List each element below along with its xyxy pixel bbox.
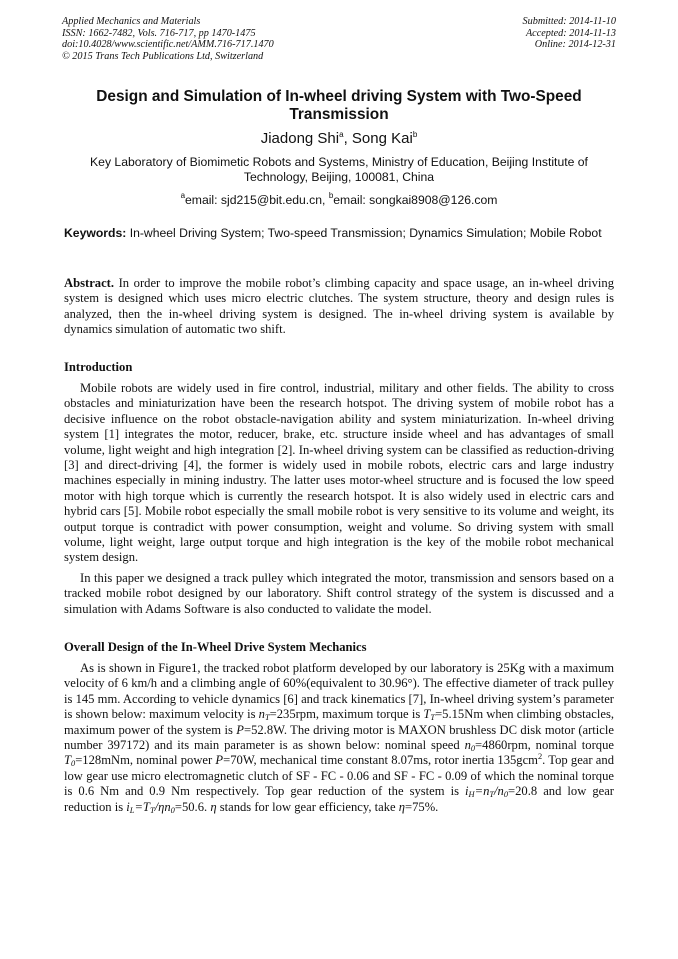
text-run: As is shown in Figure1, the tracked robot platform developed by our laboratory is 25Kg with a maximum velocity of 6 km/h and a climbing angle of 60%(equivalent to 30.96°). The effective diameter of track pulley is 145 mm. According to vehicle dynamics [6] and track kinematics [7], In-wheel driving system’s parameter is shown below: maximum velocity is — [64, 661, 614, 722]
email-marker: a — [180, 191, 186, 200]
math-symbol: P — [215, 753, 224, 768]
math-symbol: T — [64, 753, 72, 768]
intro-paragraph-1: Mobile robots are widely used in fire control, industrial, military and other fields. The ability to cross obstacles and miniaturization have been the research hotspot. The driving system of mobile robot has a decisive influence on the robot obstacle-navigation ability and system miniaturization. In-wheel driving system [1] integrates the motor, reducer, brake, etc. structure inside wheel and has advantages of small volume, light weight and high integration [2]. In-wheel driving system can be classified as reduction-driving [3] and direct-driving [4], the former is widely used in mobile robots, electric cars and large industry machines especially in mining industry. The latter uses motor-wheel structure and is focused the low speed motor with high torque which is currently the research hotspot. It is also widely used in electric cars and hybrid cars [5]. Mobile robot especially the small mobile robot is very sensitive to its volume and weight, its output torque is contradict with power consumption, weight and volume. So driving system with small volume, light weight, large output torque and high integration is the key of the mobile robot mechanical system design. — [64, 381, 614, 565]
math-subscript: 0 — [71, 759, 76, 769]
math-symbol: T — [423, 707, 431, 722]
text-run: =4860rpm, nominal torque — [475, 738, 614, 753]
author-list — [64, 130, 614, 148]
keywords-label: Keywords: — [64, 226, 127, 240]
author-name: Song Kai — [351, 130, 413, 147]
math-symbol: n — [464, 738, 471, 753]
author-name: Jiadong Shi — [260, 130, 340, 147]
journal-info — [62, 16, 392, 62]
math-symbol: n — [258, 707, 265, 722]
math-subscript: T — [489, 790, 495, 800]
math-subscript: T — [149, 805, 155, 815]
abstract-text: In order to improve the mobile robot’s climbing capacity and space usage, an in-wheel driving system is designed which uses micro electric clutches. The system structure, theory and design rules is analyzed, then the in-wheel driving system is designed. The in-wheel driving system is available by dynamics simulation of automatic two shift. — [64, 276, 614, 337]
abstract-label: Abstract. — [64, 276, 115, 290]
math-subscript: H — [468, 790, 475, 800]
online-date: Online: 2014-12-31 — [534, 39, 616, 51]
text-run: . Top gear and low gear use micro electromagnetic clutch of SF - FC - 0.06 and SF - FC - 0.09 of which the nominal torque is 0.6 Nm and 0.9 Nm respectively. Top gear reduction of the system is — [64, 753, 614, 799]
math-subscript: 0 — [503, 790, 509, 800]
journal-copyright: © 2015 Trans Tech Publications Ltd, Switzerland — [62, 50, 264, 62]
abstract — [64, 276, 614, 338]
text-run: =70W, mechanical time constant 8.07ms, rotor inertia 135gcm — [223, 753, 538, 768]
keywords — [64, 226, 614, 241]
journal-doi: doi:10.4028/www.scientific.net/AMM.716-717.1470 — [62, 39, 274, 51]
author-affil-marker: a — [339, 130, 344, 139]
math-subscript: L — [129, 805, 135, 815]
math-symbol: i — [465, 784, 469, 799]
author-emails — [64, 193, 614, 208]
math-subscript: T — [430, 713, 436, 723]
section-heading-introduction: Introduction — [64, 360, 133, 374]
text-run: =50.6. — [174, 799, 211, 814]
math-symbol: i — [126, 799, 130, 814]
accepted-date: Accepted: 2014-11-13 — [525, 27, 616, 39]
submitted-date: Submitted: 2014-11-10 — [522, 16, 616, 27]
text-run: =52.8W. The driving motor is MAXON brushless DC disk motor (article number 397172) and its main parameter is as shown below: nominal speed — [64, 722, 614, 753]
math-subscript: 0 — [170, 805, 175, 815]
text-run: =5.15Nm when climbing obstacles, maximum power of the system is — [64, 707, 614, 737]
math-symbol: =T — [134, 799, 150, 814]
journal-name: Applied Mechanics and Materials — [62, 16, 201, 27]
author-affil-marker: b — [412, 130, 418, 139]
math-symbol: η — [210, 799, 217, 814]
text-run: =75%. — [405, 799, 439, 814]
email-marker: b — [328, 191, 334, 200]
math-symbol: /n — [494, 784, 504, 799]
submission-dates — [396, 16, 616, 51]
keywords-text: In-wheel Driving System; Two-speed Transmission; Dynamics Simulation; Mobile Robot — [126, 226, 602, 240]
math-symbol: =n — [474, 784, 490, 799]
math-symbol: /ηn — [154, 799, 171, 814]
intro-paragraph-2: In this paper we designed a track pulley which integrated the motor, transmission and sensors based on a tracked mobile robot designed by our laboratory. Shift control strategy of the system is discussed and a simulation with Adams Software is also conducted to validate the model. — [64, 571, 614, 616]
math-symbol: P — [236, 722, 244, 737]
journal-issn: ISSN: 1662-7482, Vols. 716-717, pp 1470-1475 — [62, 27, 256, 39]
overall-design-paragraph — [64, 661, 614, 815]
affiliation: Key Laboratory of Biomimetic Robots and Systems, Ministry of Education, Beijing Institute of Technology, Beijing, 100081, China — [90, 155, 588, 185]
paper-title: Design and Simulation of In-wheel driving System with Two-Speed Transmission — [96, 88, 582, 123]
text-run: =20.8 and low gear reduction is — [64, 784, 614, 814]
text-run: stands for low gear efficiency, take — [216, 799, 399, 814]
author-separator: , — [343, 130, 352, 147]
text-run: =128mNm, nominal power — [75, 753, 216, 768]
section-heading-overall-design: Overall Design of the In-Wheel Drive System Mechanics — [64, 640, 367, 654]
math-subscript: 0 — [470, 744, 476, 754]
email-a: email: sjd215@bit.edu.cn, — [185, 193, 329, 207]
text-run: =235rpm, maximum torque is — [269, 707, 424, 722]
math-symbol: η — [398, 799, 405, 814]
math-subscript: T — [264, 713, 270, 723]
math-superscript: 2 — [537, 752, 543, 762]
email-b: email: songkai8908@126.com — [333, 193, 498, 207]
